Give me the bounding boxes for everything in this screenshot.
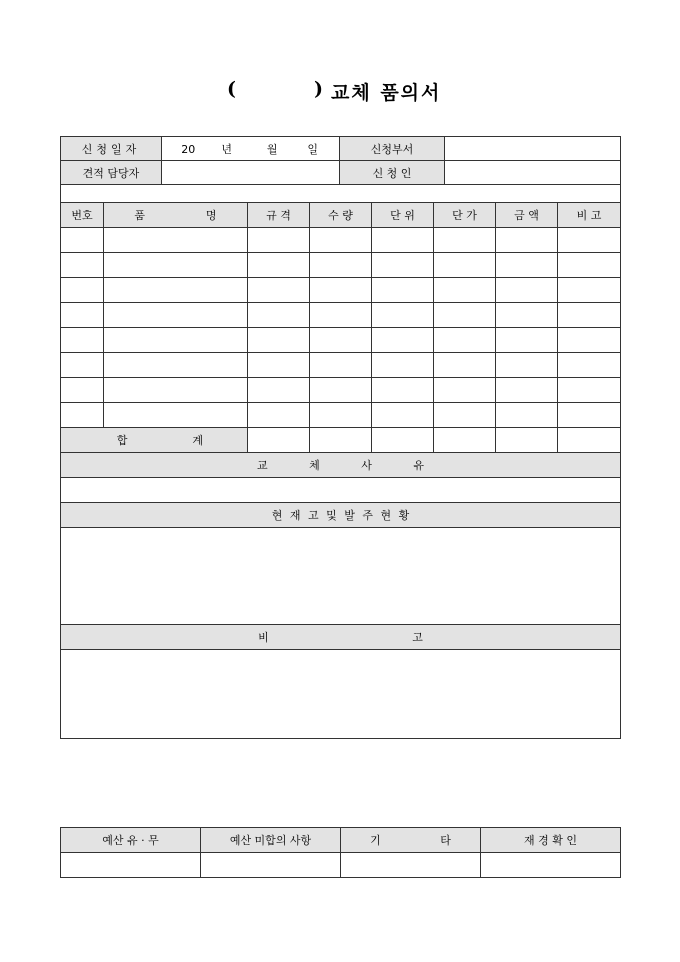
info-row-1 xyxy=(61,137,621,161)
reason-header xyxy=(61,453,621,478)
applicant-field[interactable] xyxy=(445,161,621,185)
info-table xyxy=(60,136,621,185)
item-no-cell[interactable] xyxy=(61,303,104,328)
total-unit-cell[interactable] xyxy=(372,428,434,453)
request-dept-field[interactable] xyxy=(445,137,621,161)
footer-table xyxy=(60,827,621,878)
stock-textarea[interactable] xyxy=(61,528,621,625)
item-qty-cell[interactable] xyxy=(310,328,372,353)
item-qty-cell[interactable] xyxy=(310,303,372,328)
estimate-manager-label: 견적 담당자 xyxy=(61,161,162,185)
spacer-gap xyxy=(60,184,621,202)
item-remarks-cell[interactable] xyxy=(558,228,621,253)
item-price-cell[interactable] xyxy=(434,328,496,353)
total-row xyxy=(61,428,621,453)
item-remarks-cell[interactable] xyxy=(558,253,621,278)
item-remarks-cell[interactable] xyxy=(558,378,621,403)
etc-label-text: 기 타 xyxy=(370,834,451,847)
item-spec-cell[interactable] xyxy=(248,303,310,328)
item-price-cell[interactable] xyxy=(434,228,496,253)
item-unit-cell[interactable] xyxy=(372,303,434,328)
reason-header-row xyxy=(61,453,621,478)
item-unit-cell[interactable] xyxy=(372,328,434,353)
item-name-cell[interactable] xyxy=(104,303,248,328)
remarks-textarea[interactable] xyxy=(61,650,621,739)
applicant-label: 신 청 인 xyxy=(340,161,445,185)
budget-shortfall-field[interactable] xyxy=(201,853,341,878)
item-remarks-cell[interactable] xyxy=(558,278,621,303)
item-qty-cell[interactable] xyxy=(310,228,372,253)
item-amount-cell[interactable] xyxy=(496,278,558,303)
footer-header-row xyxy=(61,828,621,853)
item-no-cell[interactable] xyxy=(61,328,104,353)
item-no-cell[interactable] xyxy=(61,253,104,278)
item-price-cell[interactable] xyxy=(434,378,496,403)
item-unit-cell[interactable] xyxy=(372,353,434,378)
finance-field[interactable] xyxy=(481,853,621,878)
item-unit-cell[interactable] xyxy=(372,278,434,303)
finance-label: 재 경 확 인 xyxy=(481,828,621,853)
item-unit-cell[interactable] xyxy=(372,403,434,428)
item-amount-cell[interactable] xyxy=(496,378,558,403)
title-paren-open: ( xyxy=(227,78,236,100)
item-price-cell[interactable] xyxy=(434,278,496,303)
stock-title: 현 재 고 및 발 주 현 황 xyxy=(271,509,410,522)
request-dept-label: 신청부서 xyxy=(340,137,445,161)
item-unit-cell[interactable] xyxy=(372,228,434,253)
total-qty-cell[interactable] xyxy=(310,428,372,453)
document-title xyxy=(0,78,680,106)
header-spec: 규 격 xyxy=(248,203,310,228)
item-price-cell[interactable] xyxy=(434,253,496,278)
item-name-cell[interactable] xyxy=(104,278,248,303)
month-unit: 월 xyxy=(266,142,278,156)
header-unit-price: 단 가 xyxy=(434,203,496,228)
item-remarks-cell[interactable] xyxy=(558,328,621,353)
item-amount-cell[interactable] xyxy=(496,228,558,253)
item-row[interactable] xyxy=(61,328,621,353)
header-item-name-1: 품 xyxy=(104,203,176,228)
item-spec-cell[interactable] xyxy=(248,378,310,403)
item-remarks-cell[interactable] xyxy=(558,353,621,378)
item-name-cell[interactable] xyxy=(104,403,248,428)
item-row[interactable] xyxy=(61,353,621,378)
header-number: 번호 xyxy=(61,203,104,228)
item-no-cell[interactable] xyxy=(61,278,104,303)
request-date-label: 신청일자 xyxy=(61,137,162,161)
total-remarks-cell[interactable] xyxy=(558,428,621,453)
item-row[interactable] xyxy=(61,278,621,303)
total-label xyxy=(61,428,248,453)
item-amount-cell[interactable] xyxy=(496,253,558,278)
item-price-cell[interactable] xyxy=(434,403,496,428)
item-spec-cell[interactable] xyxy=(248,353,310,378)
year-unit: 년 xyxy=(221,142,233,156)
item-no-cell[interactable] xyxy=(61,353,104,378)
request-date-field[interactable] xyxy=(162,137,340,161)
item-row[interactable] xyxy=(61,253,621,278)
info-row-2 xyxy=(61,161,621,185)
stock-body-row xyxy=(61,528,621,625)
remarks-body-row xyxy=(61,650,621,739)
item-amount-cell[interactable] xyxy=(496,328,558,353)
item-no-cell[interactable] xyxy=(61,228,104,253)
estimate-manager-field[interactable] xyxy=(162,161,340,185)
header-quantity: 수 량 xyxy=(310,203,372,228)
items-table xyxy=(60,202,621,739)
item-no-cell[interactable] xyxy=(61,378,104,403)
header-amount: 금 액 xyxy=(496,203,558,228)
total-price-cell[interactable] xyxy=(434,428,496,453)
item-price-cell[interactable] xyxy=(434,303,496,328)
item-amount-cell[interactable] xyxy=(496,303,558,328)
year-prefix: 20 xyxy=(181,142,196,156)
budget-field[interactable] xyxy=(61,853,201,878)
item-name-cell[interactable] xyxy=(104,353,248,378)
etc-label xyxy=(341,828,481,853)
header-remarks: 비 고 xyxy=(558,203,621,228)
item-price-cell[interactable] xyxy=(434,353,496,378)
item-spec-cell[interactable] xyxy=(248,403,310,428)
item-name-cell[interactable] xyxy=(104,328,248,353)
item-row[interactable] xyxy=(61,303,621,328)
remarks-title: 비 고 xyxy=(258,631,423,644)
item-spec-cell[interactable] xyxy=(248,278,310,303)
header-unit: 단 위 xyxy=(372,203,434,228)
item-unit-cell[interactable] xyxy=(372,378,434,403)
reason-title: 교 체 사 유 xyxy=(257,459,424,472)
reason-body-row xyxy=(61,478,621,503)
remarks-header xyxy=(61,625,621,650)
etc-field[interactable] xyxy=(341,853,481,878)
item-qty-cell[interactable] xyxy=(310,378,372,403)
item-remarks-cell[interactable] xyxy=(558,403,621,428)
day-unit: 일 xyxy=(307,142,319,156)
item-name-cell[interactable] xyxy=(104,378,248,403)
item-row[interactable] xyxy=(61,378,621,403)
item-spec-cell[interactable] xyxy=(248,328,310,353)
total-label-1: 합 xyxy=(116,434,128,447)
item-qty-cell[interactable] xyxy=(310,253,372,278)
total-label-2: 계 xyxy=(192,434,204,447)
remarks-header-row xyxy=(61,625,621,650)
header-item-name-2: 명 xyxy=(176,203,248,228)
item-qty-cell[interactable] xyxy=(310,403,372,428)
stock-header-row xyxy=(61,503,621,528)
budget-shortfall-label: 예산 미합의 사항 xyxy=(201,828,341,853)
stock-header xyxy=(61,503,621,528)
item-qty-cell[interactable] xyxy=(310,278,372,303)
item-spec-cell[interactable] xyxy=(248,228,310,253)
item-row[interactable] xyxy=(61,228,621,253)
title-paren-close: ) xyxy=(314,78,323,100)
item-amount-cell[interactable] xyxy=(496,403,558,428)
item-amount-cell[interactable] xyxy=(496,353,558,378)
budget-label: 예산 유 · 무 xyxy=(61,828,201,853)
item-spec-cell[interactable] xyxy=(248,253,310,278)
footer-body-row xyxy=(61,853,621,878)
reason-textarea[interactable] xyxy=(61,478,621,503)
items-header-row xyxy=(61,203,621,228)
item-name-cell[interactable] xyxy=(104,253,248,278)
item-qty-cell[interactable] xyxy=(310,353,372,378)
total-amount-cell[interactable] xyxy=(496,428,558,453)
item-remarks-cell[interactable] xyxy=(558,303,621,328)
item-name-cell[interactable] xyxy=(104,228,248,253)
title-text: 교체 품의서 xyxy=(331,82,442,104)
item-no-cell[interactable] xyxy=(61,403,104,428)
total-spec-cell[interactable] xyxy=(248,428,310,453)
item-row[interactable] xyxy=(61,403,621,428)
item-unit-cell[interactable] xyxy=(372,253,434,278)
